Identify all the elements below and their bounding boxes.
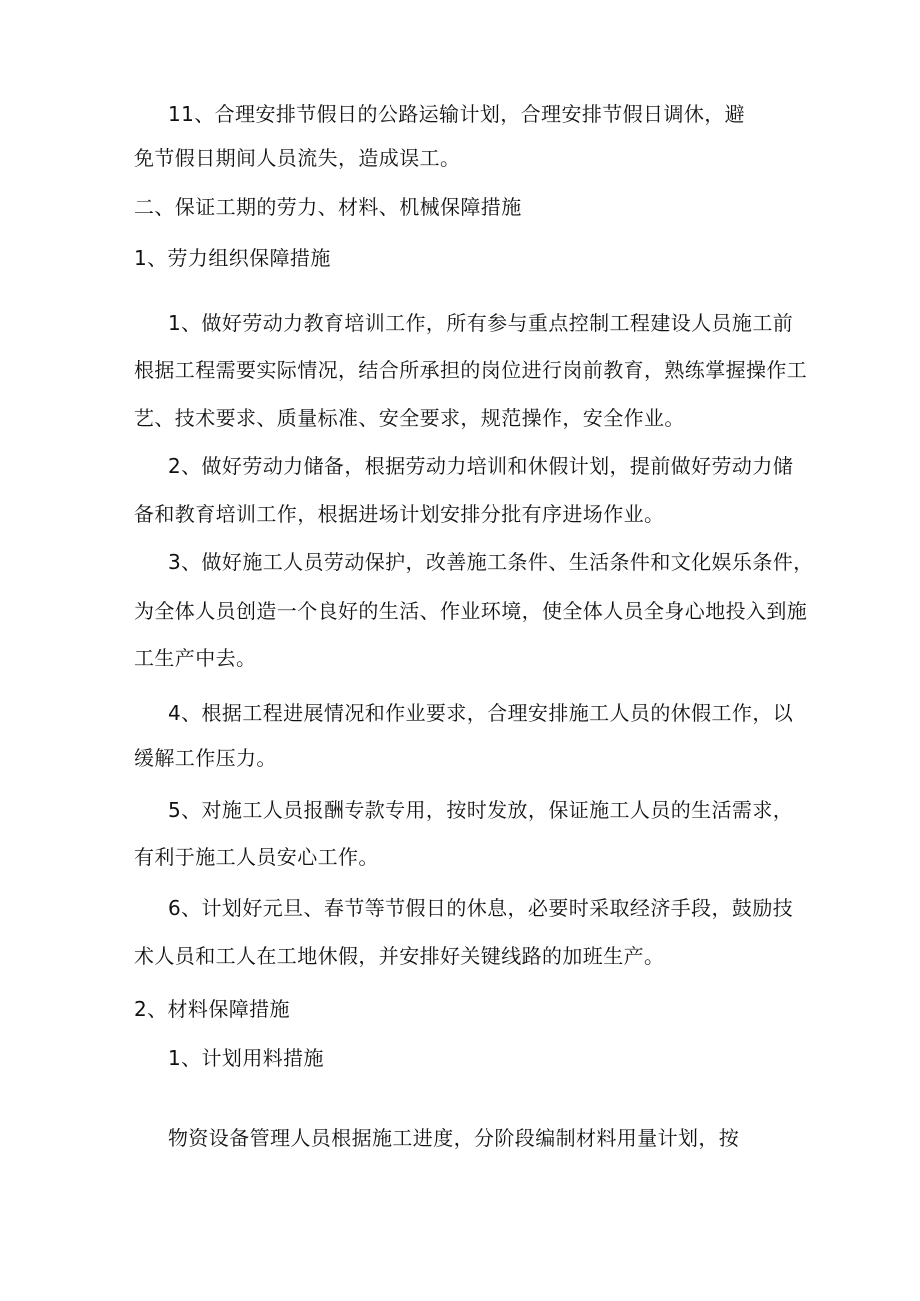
item-6-line-2: 术人员和工人在工地休假，并安排好关键线路的加班生产。 — [134, 944, 665, 968]
item-4-line-2: 缓解工作压力。 — [134, 746, 277, 770]
item-5-line-1: 5、对施工人员报酬专款专用，按时发放，保证施工人员的生活需求， — [168, 798, 794, 822]
sub-item-1-line-1: 物资设备管理人员根据施工进度，分阶段编制材料用量计划，按 — [168, 1126, 740, 1150]
item-5-line-2: 有利于施工人员安心工作。 — [134, 845, 379, 869]
item-1-line-2: 根据工程需要实际情况，结合所承担的岗位进行岗前教育，熟练掌握操作工 — [134, 358, 808, 382]
item-4-line-1: 4、根据工程进展情况和作业要求，合理安排施工人员的休假工作，以 — [168, 701, 794, 725]
subsection-heading-1: 1、劳力组织保障措施 — [134, 246, 331, 270]
paragraph-11-line-1: 11、合理安排节假日的公路运输计划，合理安排节假日调休，避 — [168, 102, 746, 126]
item-6-line-1: 6、计划好元旦、春节等节假日的休息，必要时采取经济手段，鼓励技 — [168, 896, 794, 920]
section-heading-2: 二、保证工期的劳力、材料、机械保障措施 — [134, 195, 522, 219]
item-2-line-1: 2、做好劳动力储备，根据劳动力培训和休假计划，提前做好劳动力储 — [168, 454, 794, 478]
subsection-heading-2: 2、材料保障措施 — [134, 997, 290, 1021]
item-2-line-2: 备和教育培训工作，根据进场计划安排分批有序进场作业。 — [134, 502, 665, 526]
item-3-line-3: 工生产中去。 — [134, 646, 257, 670]
paragraph-11-line-2: 免节假日期间人员流失，造成误工。 — [134, 146, 461, 170]
item-1-line-1: 1、做好劳动力教育培训工作，所有参与重点控制工程建设人员施工前 — [168, 311, 794, 335]
item-3-line-2: 为全体人员创造一个良好的生活、作业环境，使全体人员全身心地投入到施 — [134, 599, 808, 623]
item-1-line-3: 艺、技术要求、质量标准、安全要求，规范操作，安全作业。 — [134, 406, 685, 430]
sub-item-1-heading: 1、计划用料措施 — [168, 1046, 324, 1070]
item-3-line-1: 3、做好施工人员劳动保护，改善施工条件、生活条件和文化娱乐条件， — [168, 550, 814, 574]
